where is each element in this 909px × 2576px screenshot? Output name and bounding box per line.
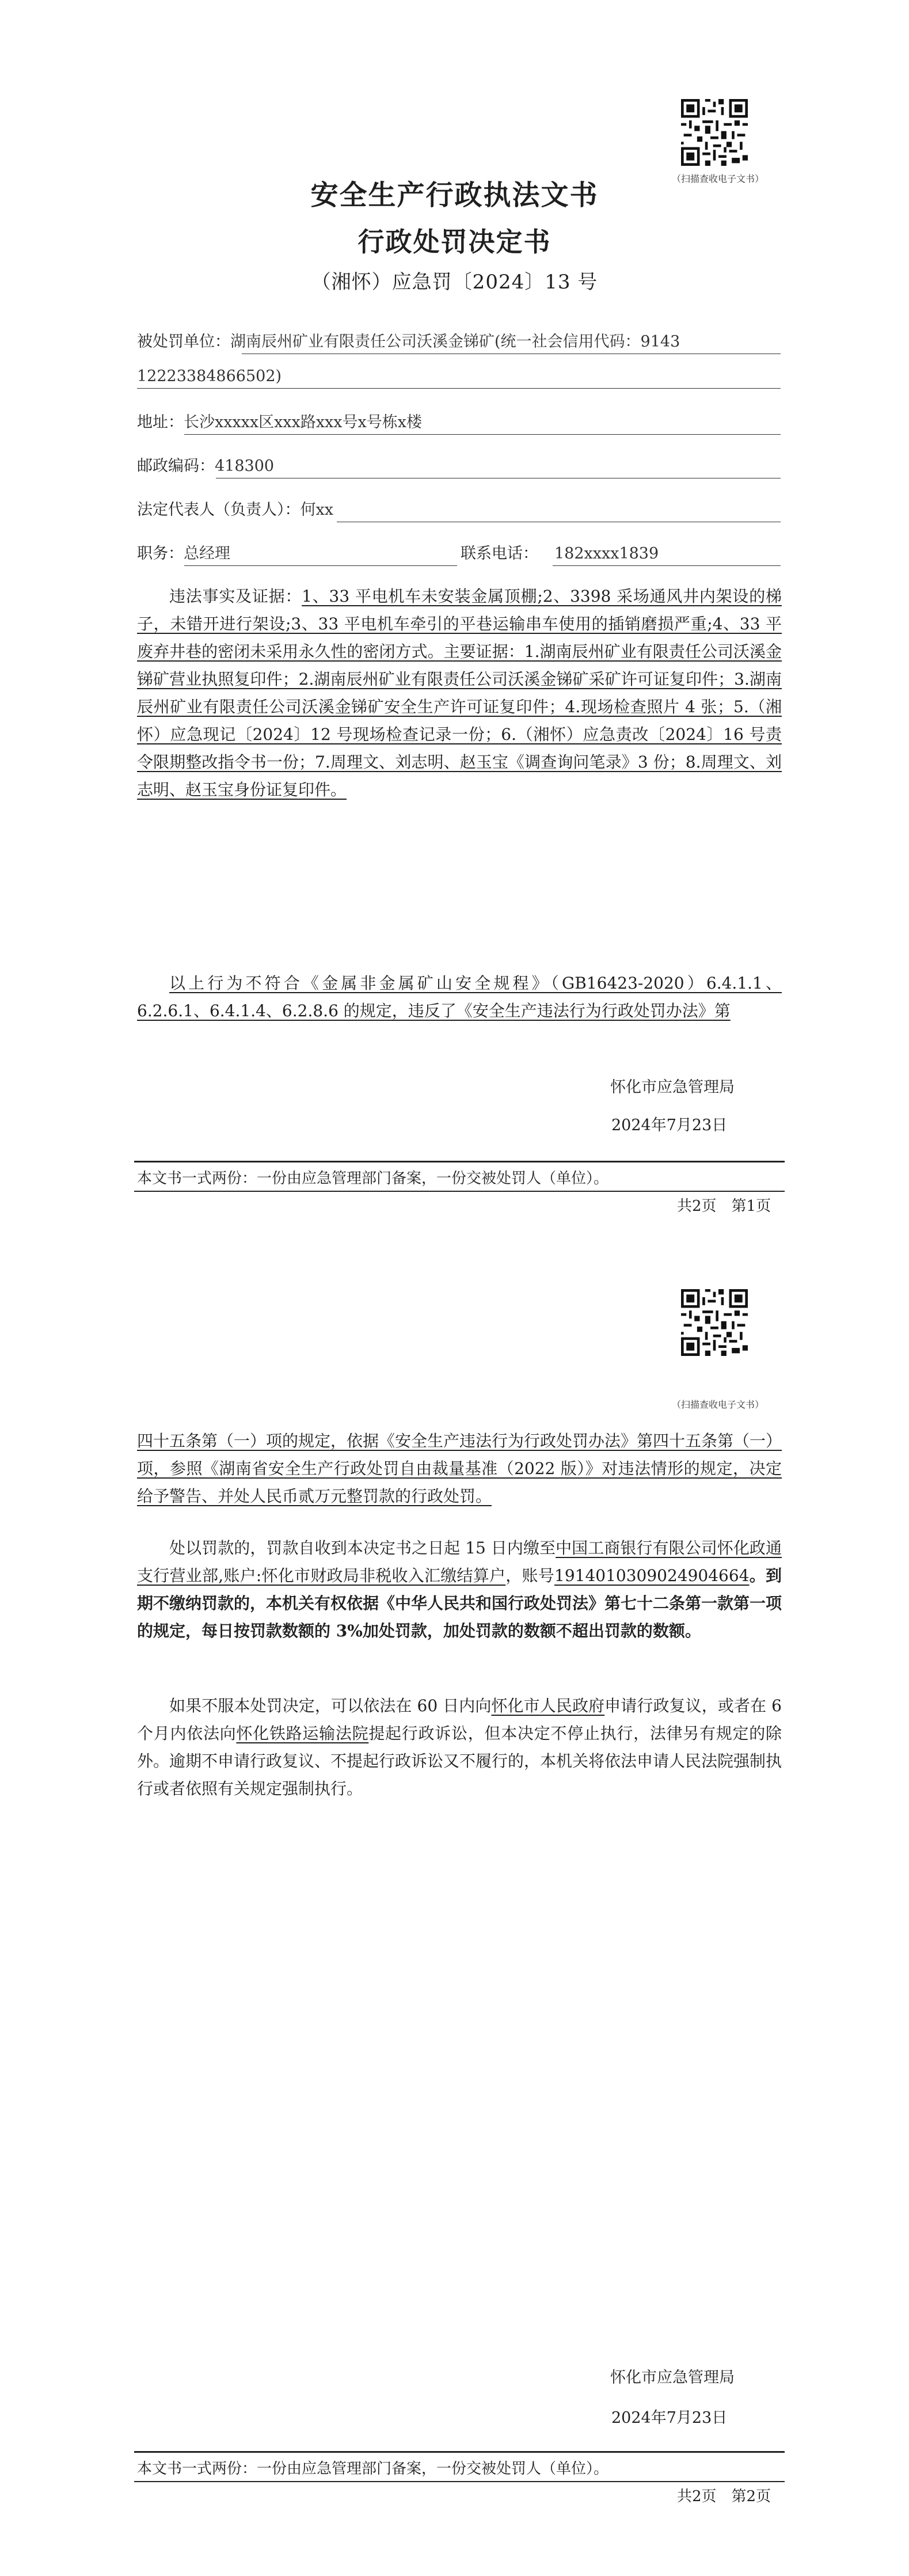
document-number: （湘怀）应急罚〔2024〕13 号 xyxy=(311,271,598,294)
underline xyxy=(184,434,781,435)
issuing-authority: 怀化市应急管理局 xyxy=(610,2369,735,2387)
underline xyxy=(553,565,781,566)
decision-paragraph xyxy=(137,1427,782,1510)
page-number: 共2页 第2页 xyxy=(677,2488,771,2505)
underline xyxy=(184,565,457,566)
qr-code-icon xyxy=(681,1289,748,1356)
payment-intro: 处以罚款的，罚款自收到本决定书之日起 15 日内缴至 xyxy=(169,1538,556,1557)
document-type-heading: 安全生产行政执法文书 xyxy=(310,179,599,211)
legal-basis-text: 以上行为不符合《金属非金属矿山安全规程》（GB16423-2020）6.4.1.1、6.2.6.1、6.4.1.4、6.2.8.6 的规定，违反了《安全生产违法行为行政处罚办法》第 xyxy=(137,974,782,1020)
appeal-government: 怀化市人民政府 xyxy=(491,1696,605,1715)
penalized-unit-value: 湖南辰州矿业有限责任公司沃溪金锑矿(统一社会信用代码：9143 xyxy=(230,333,680,351)
phone-value: 182xxxx1839 xyxy=(554,545,659,563)
footer-note: 本文书一式两份：一份由应急管理部门备案，一份交被处罚人（单位）。 xyxy=(137,2460,609,2478)
appeal-text-b: 申请行政复议，或者在 6 个月内依法向 xyxy=(137,1696,782,1743)
address-field xyxy=(137,411,422,434)
position-value: 总经理 xyxy=(184,545,230,563)
position-label: 职务： xyxy=(137,545,184,563)
violation-facts-text: 1、33 平电机车未安装金属顶棚;2、3398 采场通风井内架设的梯子，未错开进行架设;3、33 平电机车牵引的平巷运输串车使用的插销磨损严重;4、33 平废弃井巷的密闭未采用永久性的密闭方式。主要证据：1.湖南辰州矿业有限责任公司沃溪金锑矿营业执照复印件；2.湖南辰州矿业有限责任公司沃溪金锑矿采矿许可证复印件；3.湖南辰州矿业有限责任公司沃溪金锑矿安全生产许可证复印件；4.现场检查照片 4 张；5.（湘怀）应急现记〔2024〕12 号现场检查记录一份；6.（湘怀）应急责改〔2024〕16 号责令限期整改指令书一份；7.周理文、刘志明、赵玉宝《调查询问笔录》3 份；8.周理文、刘志明、赵玉宝身份证复印件。 xyxy=(137,587,782,799)
penalized-unit-field-cont xyxy=(137,365,282,388)
issue-date: 2024年7月23日 xyxy=(611,2409,728,2427)
qr-caption: （扫描查收电子文书） xyxy=(671,1399,764,1410)
footer-divider xyxy=(134,2481,785,2482)
qr-caption: （扫描查收电子文书） xyxy=(671,173,764,184)
issuing-authority: 怀化市应急管理局 xyxy=(610,1078,735,1096)
document-page-2 xyxy=(0,1288,909,2576)
footer-divider xyxy=(134,1191,785,1192)
penalized-unit-label: 被处罚单位： xyxy=(137,333,230,351)
postcode-value: 418300 xyxy=(215,457,275,475)
legal-rep-label: 法定代表人（负责人）： xyxy=(137,501,301,519)
address-value: 长沙xxxxx区xxx路xxx号x号栋x楼 xyxy=(184,413,422,431)
appeal-text-a: 如果不服本处罚决定，可以依法在 60 日内向 xyxy=(169,1696,492,1715)
payment-account-number: 1914010309024904664 xyxy=(554,1566,750,1585)
appeal-text-c: 提起行政诉讼，但本决定不停止执行，法律另有规定的除外。逾期不申请行政复议、不提起行政诉讼又不履行的，本机关将依法申请人民法院强制执行或者依照有关规定强制执行。 xyxy=(137,1724,782,1798)
underline xyxy=(137,388,781,389)
phone-label: 联系电话： xyxy=(461,545,538,563)
issue-date: 2024年7月23日 xyxy=(611,1116,728,1134)
payment-paragraph xyxy=(137,1534,782,1645)
payment-account: 中国工商银行有限公司怀化政通支行营业部,账户:怀化市财政局非税收入汇缴结算户 xyxy=(137,1538,782,1585)
decision-text: 四十五条第（一）项的规定，依据《安全生产违法行为行政处罚办法》第四十五条第（一）项，参照《湖南省安全生产行政处罚自由裁量基准（2022 版）》对违法情形的规定，决定给予警告、并处人民币贰万元整罚款的行政处罚。 xyxy=(137,1431,782,1506)
legal-basis-paragraph xyxy=(137,970,782,1025)
legal-rep-field xyxy=(137,499,333,522)
document-title: 行政处罚决定书 xyxy=(357,226,552,257)
penalized-unit-field xyxy=(137,330,680,354)
penalized-unit-value-cont: 12223384866502) xyxy=(137,367,282,385)
page-number: 共2页 第1页 xyxy=(677,1198,771,1215)
qr-code-icon xyxy=(681,99,748,166)
legal-rep-value: 何xx xyxy=(300,501,333,519)
late-payment-terms: 。到期不缴纳罚款的，本机关有权依据《中华人民共和国行政处罚法》第七十二条第一款第一项的规定，每日按罚款数额的 3%加处罚款，加处罚款的数额不超出罚款的数额。 xyxy=(137,1566,782,1640)
footer-divider xyxy=(134,1161,785,1162)
phone-field xyxy=(461,542,659,565)
payment-account-no-label: ，账号 xyxy=(505,1566,554,1585)
footer-note: 本文书一式两份：一份由应急管理部门备案，一份交被处罚人（单位）。 xyxy=(137,1170,609,1187)
position-field xyxy=(137,542,230,565)
appeal-paragraph xyxy=(137,1692,782,1803)
violation-facts-paragraph xyxy=(137,583,782,804)
address-label: 地址： xyxy=(137,413,184,431)
appeal-court: 怀化铁路运输法院 xyxy=(236,1724,369,1743)
postcode-label: 邮政编码： xyxy=(137,457,215,475)
violation-facts-label: 违法事实及证据： xyxy=(169,587,302,606)
postcode-field xyxy=(137,455,274,478)
footer-divider xyxy=(134,2451,785,2453)
